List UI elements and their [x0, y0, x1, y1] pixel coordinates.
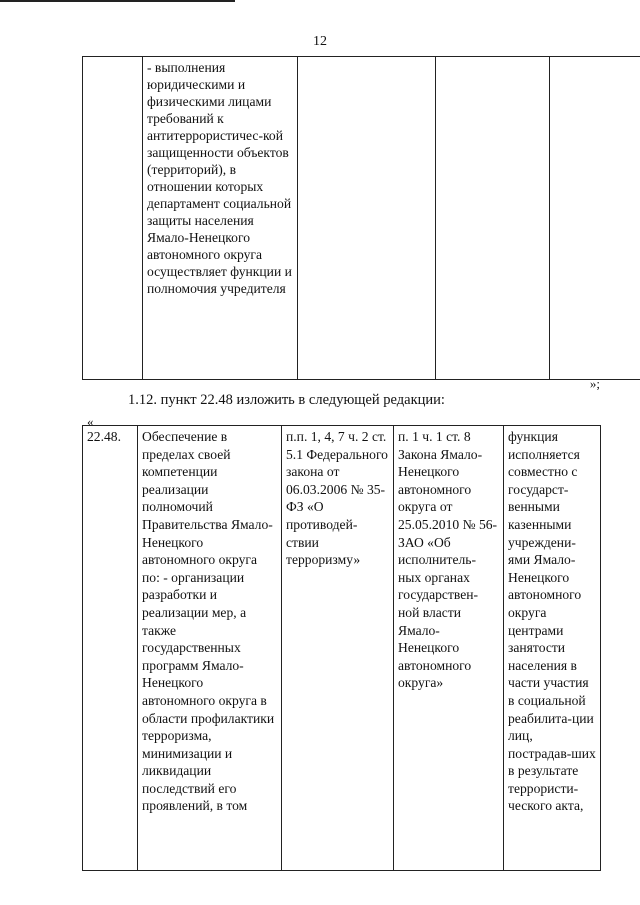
cell-number: 22.48. [83, 426, 138, 871]
cell-description: Обеспечение в пределах своей компетенции реализации полномочий Правительства Ямало-Ненецкого автономного округа по: - организации разработки и реализации мер, а также государственных программ Ямало-Ненецкого автономного округа в области профилактики терроризма, минимизации и ликвидации последствий его проявлений, в том [138, 426, 282, 871]
page-number: 12 [313, 34, 327, 49]
cell-note: функция исполняется совместно с государст-венными казенными учреждени-ями Ямало-Ненецкого автономного округа центрами занятости населения в части участия в социальной реабилита-ции лиц, пострадав-ших в результате террористи-ческого акта, [504, 426, 601, 871]
cell-number [83, 57, 143, 380]
cell-federal-law: п.п. 1, 4, 7 ч. 2 ст. 5.1 Федерального закона от 06.03.2006 № 35-ФЗ «О противодей-ствии терроризму» [282, 426, 394, 871]
amendment-table [82, 425, 601, 871]
continuation-table [82, 56, 640, 380]
header-rule [0, 0, 235, 2]
cell-description: - выполнения юридическими и физическими лицами требований к антитеррористичес-кой защищенности объектов (территорий), в отношении которых департамент социальной защиты населения Ямало-Ненецкого автономного округа осуществляет функции и полномочия учредителя [143, 57, 298, 380]
table-row [83, 426, 601, 871]
cell-regional-law: п. 1 ч. 1 ст. 8 Закона Ямало-Ненецкого автономного округа от 25.05.2010 № 56-ЗАО «Об исполнитель-ных органах государствен-ной власти Ямало-Ненецкого автономного округа» [394, 426, 504, 871]
amendment-paragraph: 1.12. пункт 22.48 изложить в следующей редакции: [128, 392, 445, 408]
cell-note [550, 57, 640, 380]
opening-quote: « [87, 414, 94, 429]
closing-quote: »; [589, 376, 600, 391]
cell-federal-law [298, 57, 436, 380]
cell-regional-law [436, 57, 550, 380]
table-row [83, 57, 640, 380]
